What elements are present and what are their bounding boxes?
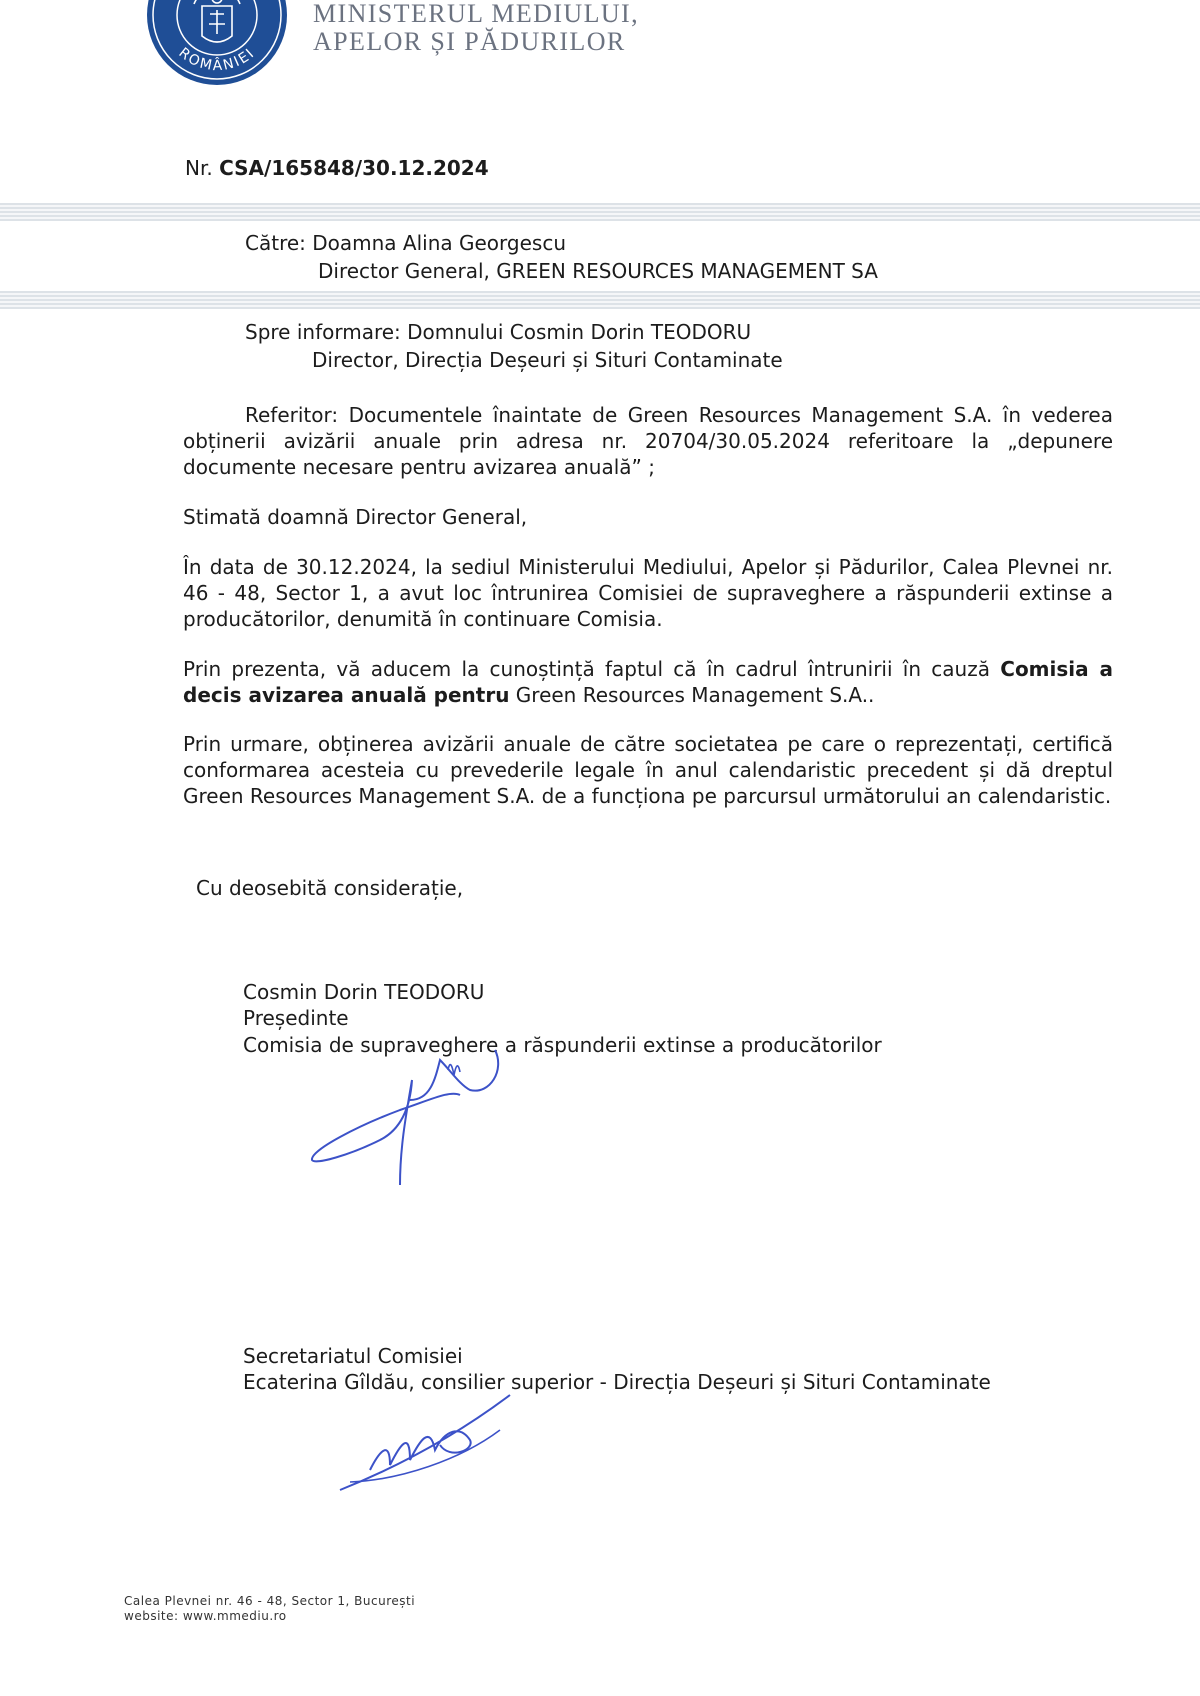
- registration-prefix: Nr.: [185, 156, 213, 180]
- scan-band-bottom: [0, 291, 1200, 309]
- salutation: Stimată doamnă Director General,: [183, 505, 528, 529]
- closing: Cu deosebită considerație,: [196, 876, 464, 900]
- paragraph-meeting: În data de 30.12.2024, la sediul Ministerului Mediului, Apelor și Pădurilor, Calea Plevnei nr. 46 - 48, Sector 1, a avut loc întrunirea Comisiei de supraveghere a răspunderii extinse a producătorilor, denumită în continuare Comisia.: [183, 555, 1113, 631]
- footer-website: website: www.mmediu.ro: [124, 1609, 287, 1623]
- recipient-line2: Director General, GREEN RESOURCES MANAGEMENT SA: [318, 259, 878, 283]
- ministry-name: [313, 0, 639, 56]
- paragraph-decision-bold: Comisia a decis avizarea anuală pentru: [183, 657, 1114, 707]
- signatory1-name: Cosmin Dorin TEODORU: [243, 980, 485, 1004]
- paragraph-decision: [183, 656, 1113, 708]
- registration-code: CSA/165848/30.12.2024: [219, 156, 489, 180]
- reference-paragraph: Referitor: Documentele înaintate de Green Resources Management S.A. în vederea obținerii avizării anuale prin adresa nr. 20704/30.05.2024 referitoare la „depunere documente necesare pentru avizarea anuală” ;: [183, 403, 1113, 479]
- seal-text-bottom: ROMÂNIEI: [175, 44, 259, 75]
- info-line1: Spre informare: Domnului Cosmin Dorin TEODORU: [245, 320, 752, 344]
- government-seal-logo: [146, 0, 288, 86]
- info-line2: Director, Direcția Deșeuri și Situri Contaminate: [312, 348, 783, 372]
- footer-address: Calea Plevnei nr. 46 - 48, Sector 1, București: [124, 1594, 416, 1608]
- paragraph-decision-part2: Green Resources Management S.A..: [509, 683, 875, 707]
- signature-secretary: [330, 1390, 530, 1500]
- paragraph-conclusion: Prin urmare, obținerea avizării anuale de către societatea pe care o reprezentați, certifică conformarea acesteia cu prevederile legale în anul calendaristic precedent și dă dreptul Green Resources Management S.A. de a funcționa pe parcursul următorului an calendaristic.: [183, 732, 1113, 808]
- signatory1-role: Președinte: [243, 1006, 349, 1030]
- registration-number: [185, 156, 489, 180]
- ministry-name-line2: APELOR ȘI PĂDURILOR: [313, 27, 626, 56]
- signatory2-name-role: Ecaterina Gîldău, consilier superior - Direcția Deșeuri și Situri Contaminate: [243, 1370, 991, 1394]
- ministry-name-line1: MINISTERUL MEDIULUI,: [313, 0, 639, 28]
- signatory2-title: Secretariatul Comisiei: [243, 1344, 463, 1368]
- signatory1-body: Comisia de supraveghere a răspunderii extinse a producătorilor: [243, 1033, 882, 1057]
- recipient-line1: Către: Doamna Alina Georgescu: [245, 231, 566, 255]
- signature-president: [300, 1040, 540, 1190]
- footer: [124, 1594, 415, 1624]
- paragraph-decision-part1: Prin prezenta, vă aducem la cunoștință faptul că în cadrul întrunirii în cauză: [183, 657, 1001, 681]
- scan-band-top: [0, 203, 1200, 221]
